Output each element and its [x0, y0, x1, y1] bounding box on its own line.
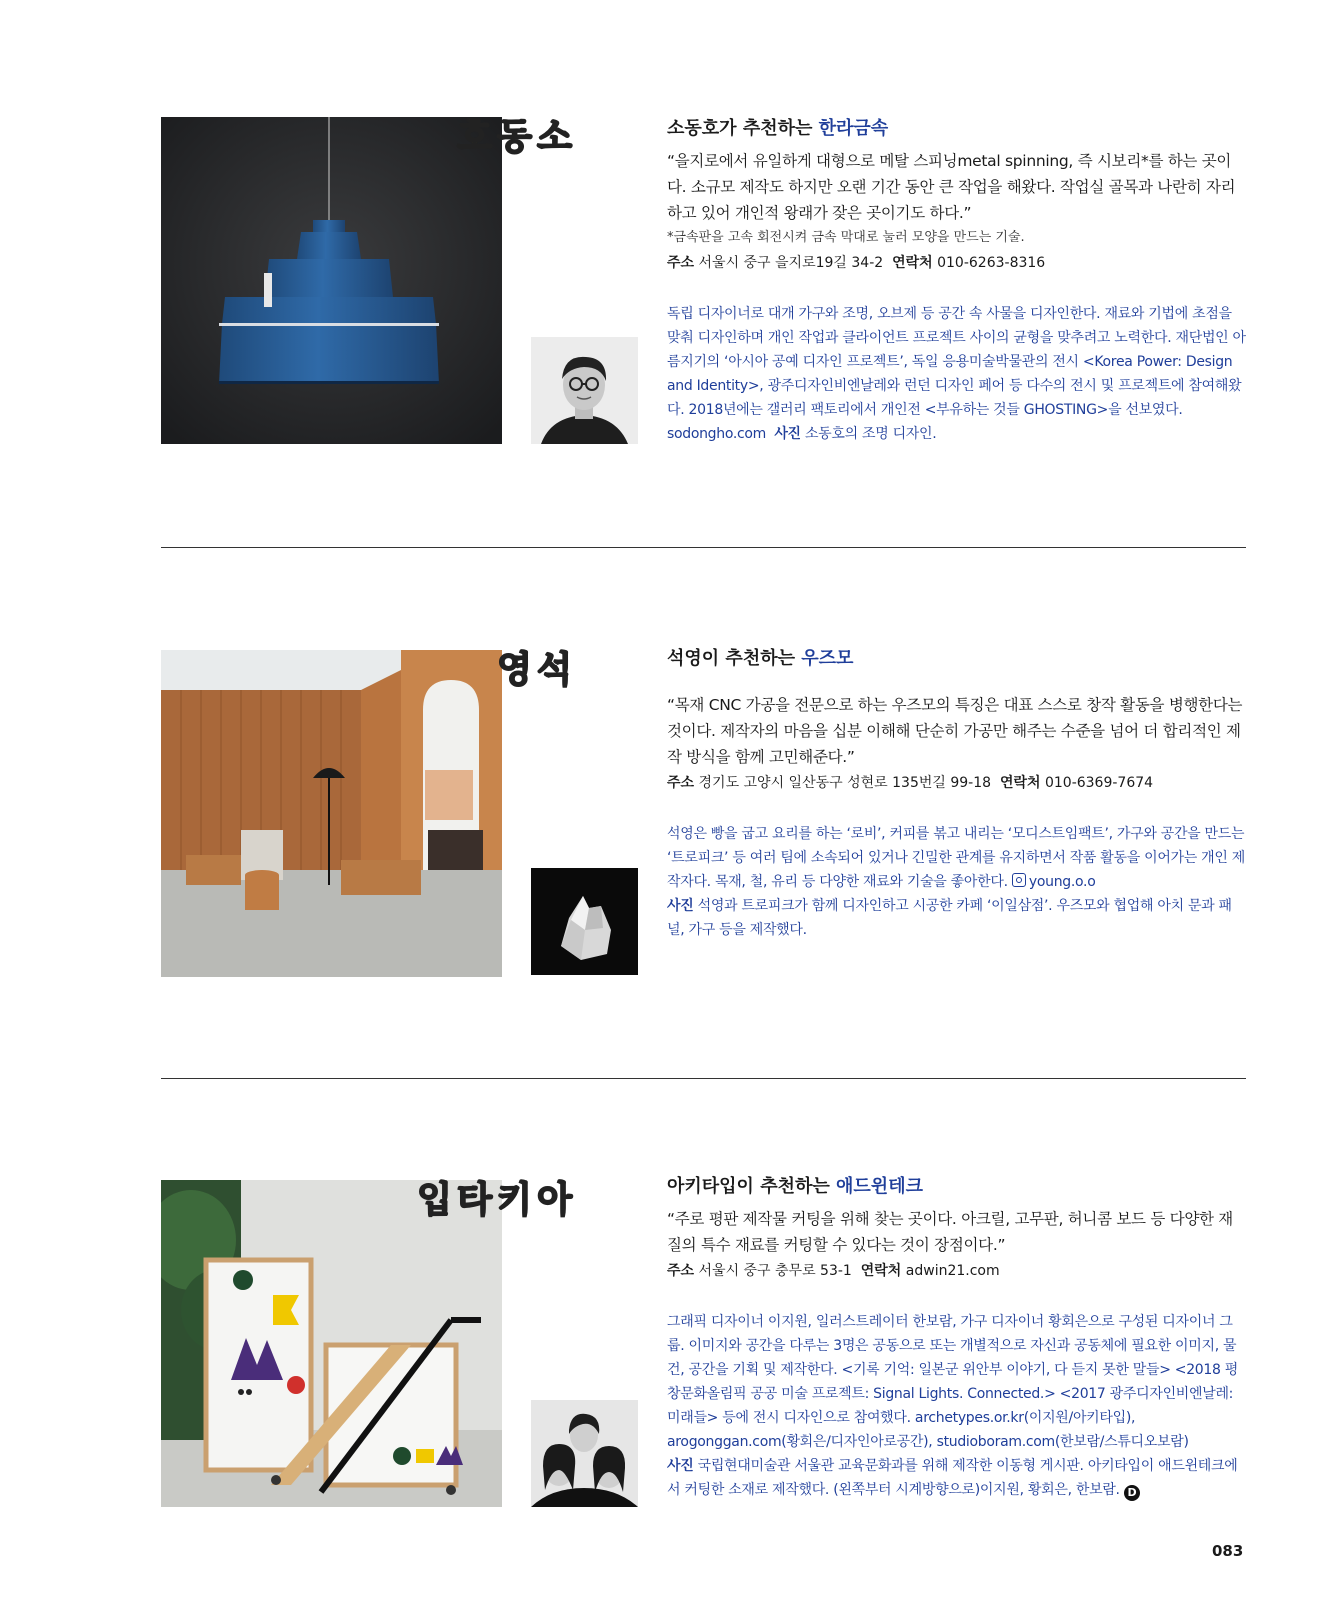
designer-portrait-crystal — [531, 868, 638, 975]
recommendation-quote: “목재 CNC 가공을 전문으로 하는 우즈모의 특징은 대표 스스로 창작 활동을 병행한다는 것이다. 제작자의 마음을 십분 이해해 단순히 가공만 해주는 수준을 넘어 더 합리적인 제작 방식을 함께 고민해준다.” — [667, 696, 1243, 766]
text-column — [667, 1174, 1247, 1502]
recommendation-quote: “주로 평판 제작물 커팅을 위해 찾는 곳이다. 아크릴, 고무판, 허니콤 보드 등 다양한 재질의 특수 재료를 커팅할 수 있다는 것이 장점이다.” — [667, 1210, 1233, 1254]
address-line: 주소 서울시 중구 충무로 53-1 연락처 adwin21.com — [667, 1263, 1000, 1279]
address-line: 주소 서울시 중구 을지로19길 34-2 연락처 010-6263-8316 — [667, 255, 1046, 271]
board-photo — [161, 1180, 502, 1507]
section-heading: 소동호가 추천하는 한라금속 — [667, 118, 889, 139]
recommendation-quote: “을지로에서 유일하게 대형으로 메탈 스피닝metal spinning, 즉 시보리*를 하는 곳이다. 소규모 제작도 하지만 오랜 기간 동안 큰 작업을 해왔다. 작업실 골목과 나란히 자리하고 있어 개인적 왕래가 잦은 곳이기도 하다.” — [667, 152, 1236, 222]
recommended-shop: 우즈모 — [801, 648, 854, 669]
photo-caption: 석영과 트로피크가 함께 디자인하고 시공한 카페 ‘이일삼점’. 우즈모와 협업해 아치 문과 패널, 가구 등을 제작했다. — [667, 898, 1232, 938]
text-column — [667, 116, 1247, 446]
designer-bio: 석영은 빵을 굽고 요리를 하는 ‘로비’, 커피를 볶고 내리는 ‘모디스트임팩트’, 가구와 공간을 만드는 ‘트로피크’ 등 여러 팀에 소속되어 있거나 긴밀한 관계를 유지하면서 작품 활동을 이어가는 개인 제작자다. 목재, 철, 유리 등 다양한 재료와 기술을 좋아한다. young.o.o 사진 석영과 트로피크가 함께 디자인하고 시공한 카페 ‘이일삼점’. 우즈모와 협업해 아치 문과 패널, 가구 등을 제작했다. — [667, 826, 1245, 938]
designer-portrait-group — [531, 1400, 638, 1507]
section-divider — [161, 547, 1246, 548]
designer-name-vertical: 아키타입 — [411, 1180, 572, 1214]
designer-bio: 독립 디자이너로 대개 가구와 조명, 오브제 등 공간 속 사물을 디자인한다. 재료와 기법에 초점을 맞춰 디자인하며 개인 작업과 클라이언트 프로젝트 사이의 균형을 맞추려고 노력한다. 재단법인 아름지기의 ‘아시아 공예 디자인 프로젝트’, 독일 응용미술박물관의 전시 <Korea Power: Design and Identity>, 광주디자인비엔날레와 런던 디자인 페어 등 다수의 전시 및 프로젝트에 참여해왔다. 2018년에는 갤러리 팩토리에서 개인전 <부유하는 것들 GHOSTING>을 선보였다. sodongho.com 사진 소동호의 조명 디자인. — [667, 306, 1246, 442]
cafe-photo — [161, 650, 502, 977]
designer-bio: 그래픽 디자이너 이지원, 일러스트레이터 한보람, 가구 디자이너 황회은으로 구성된 디자이너 그룹. 이미지와 공간을 다루는 3명은 공동으로 또는 개별적으로 자신과 공동체에 필요한 이미지, 물건, 공간을 기획 및 제작한다. <기록 기억: 일본군 위안부 이야기, 다 듣지 못한 말들> <2018 평창문화올림픽 공공 미술 프로젝트: Signal Lights. Connected.> <2017 광주디자인비엔날레: 미래들> 등에 전시 디자인으로 참여했다. archetypes.or.kr(이지원/아키타입), arogonggan.com(황회은/디자인아로공간), studioboram.com(한보람/스튜디오보람) 사진 국립현대미술관 서울관 교육문화과를 위해 제작한 이동형 게시판. 아키타입이 애드윈테크에서 커팅한 소재로 제작했다. (왼쪽부터 시계방향으로)이지원, 황회은, 한보람. D — [667, 1314, 1239, 1499]
section-heading: 아키타입이 추천하는 애드윈테크 — [667, 1176, 923, 1197]
text-column — [667, 646, 1247, 942]
instagram-handle[interactable]: young.o.o — [1028, 874, 1096, 890]
address-line: 주소 경기도 고양시 일산동구 성현로 135번길 99-18 연락처 010-6369-7674 — [667, 775, 1154, 791]
section-divider — [161, 1078, 1246, 1079]
recommended-shop: 한라금속 — [818, 118, 889, 139]
page-number: 083 — [1212, 1542, 1244, 1560]
photo-caption: 소동호의 조명 디자인. — [804, 426, 937, 442]
designer-name-vertical: 석영 — [491, 650, 572, 684]
instagram-icon — [1012, 873, 1026, 887]
lamp-photo — [161, 117, 502, 444]
end-mark-icon: D — [1124, 1485, 1140, 1501]
recommended-shop: 애드윈테크 — [836, 1176, 923, 1197]
contact-website[interactable]: adwin21.com — [905, 1263, 1000, 1279]
section-heading: 석영이 추천하는 우즈모 — [667, 648, 854, 669]
footnote: *금속판을 고속 회전시켜 금속 막대로 눌러 모양을 만드는 기술. — [667, 230, 1025, 245]
designer-portrait — [531, 337, 638, 444]
website-link[interactable]: sodongho.com — [667, 426, 767, 442]
photo-caption: 국립현대미술관 서울관 교육문화과를 위해 제작한 이동형 게시판. 아키타입이 애드윈테크에서 커팅한 소재로 제작했다. (왼쪽부터 시계방향으로)이지원, 황회은, 한보람. — [667, 1458, 1238, 1498]
designer-name-vertical: 소동호 — [451, 117, 572, 151]
